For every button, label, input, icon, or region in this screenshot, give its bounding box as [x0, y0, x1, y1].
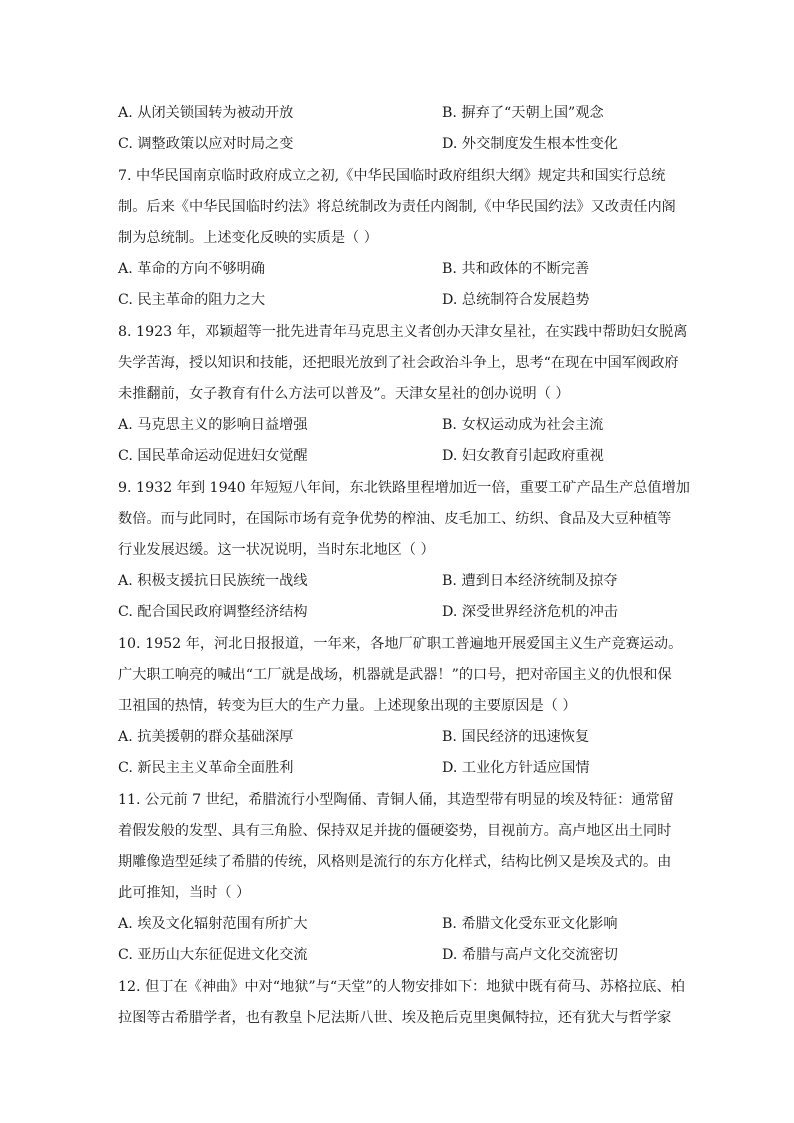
q10-option-c: C. 新民主主义革命全面胜利	[118, 760, 294, 776]
q6-option-c: C. 调整政策以应对时局之变	[118, 136, 294, 152]
q11-option-a: A. 埃及文化辐射范围有所扩大	[118, 916, 308, 932]
q7-stem-line-1: 7. 中华民国南京临时政府成立之初,《中华民国临时政府组织大纲》规定共和国实行总统	[118, 168, 666, 184]
q9-stem-line-1: 9. 1932 年到 1940 年短短八年间，东北铁路里程增加近一倍，重要工矿产品生产总值增加	[118, 480, 690, 496]
q7-option-d: D. 总统制符合发展趋势	[442, 292, 590, 308]
q8-option-d: D. 妇女教育引起政府重视	[442, 448, 604, 464]
q7-stem-line-3: 制为总统制。上述变化反映的实质是（ ）	[118, 230, 378, 246]
q10-option-d: D. 工业化方针适应国情	[442, 760, 590, 776]
q6-option-a: A. 从闭关锁国转为被动开放	[118, 105, 294, 121]
q8-option-a: A. 马克思主义的影响日益增强	[118, 417, 308, 433]
q10-stem-line-2: 广大职工响亮的喊出“工厂就是战场，机器就是武器！”的口号，把对帝国主义的仇恨和保	[118, 667, 672, 683]
q6-option-b: B. 摒弃了“天朝上国”观念	[442, 105, 604, 121]
q11-option-d: D. 希腊与高卢文化交流密切	[442, 947, 618, 963]
q12-stem-line-2: 拉图等古希腊学者，也有教皇卜尼法斯八世、埃及艳后克里奥佩特拉，还有犹大与哲学家	[118, 1010, 672, 1026]
q9-option-c: C. 配合国民政府调整经济结构	[118, 604, 308, 620]
q11-option-b: B. 希腊文化受东亚文化影响	[442, 916, 618, 932]
q11-stem-line-4: 此可推知，当时（ ）	[118, 885, 251, 901]
q9-stem-line-3: 行业发展迟缓。这一状况说明，当时东北地区（ ）	[118, 542, 435, 558]
q8-option-b: B. 女权运动成为社会主流	[442, 417, 604, 433]
q9-option-a: A. 积极支援抗日民族统一战线	[118, 573, 308, 589]
q7-option-c: C. 民主革命的阻力之大	[118, 292, 266, 308]
q7-option-a: A. 革命的方向不够明确	[118, 261, 265, 277]
q8-stem-line-3: 未推翻前，女子教育有什么方法可以普及”。天津女星社的创办说明（ ）	[118, 386, 570, 402]
q11-stem-line-1: 11. 公元前 7 世纪，希腊流行小型陶俑、青铜人俑，其造型带有明显的埃及特征：通常留	[118, 792, 674, 808]
q7-stem-line-2: 制。后来《中华民国临时约法》将总统制改为责任内阁制,《中华民国约法》又改责任内阁	[118, 199, 676, 215]
q6-option-d: D. 外交制度发生根本性变化	[442, 136, 618, 152]
q9-option-d: D. 深受世界经济危机的冲击	[442, 604, 618, 620]
q10-option-b: B. 国民经济的迅速恢复	[442, 729, 590, 745]
q11-stem-line-2: 着假发般的发型、具有三角脸、保持双足并拢的僵硬姿势，目视前方。高卢地区出土同时	[118, 823, 672, 839]
q9-stem-line-2: 数倍。而与此同时，在国际市场有竞争优势的榨油、皮毛加工、纺织、食品及大豆种植等	[118, 511, 672, 527]
q10-option-a: A. 抗美援朝的群众基础深厚	[118, 729, 294, 745]
q9-option-b: B. 遭到日本经济统制及掠夺	[442, 573, 618, 589]
q10-stem-line-1: 10. 1952 年，河北日报报道，一年来，各地厂矿职工普遍地开展爱国主义生产竞赛运动。	[118, 636, 683, 652]
q8-stem-line-1: 8. 1923 年，邓颖超等一批先进青年马克思主义者创办天津女星社，在实践中帮助妇女脱离	[118, 324, 688, 340]
q12-stem-line-1: 12. 但丁在《神曲》中对“地狱”与“天堂”的人物安排如下：地狱中既有荷马、苏格拉底、柏	[118, 979, 685, 995]
q11-option-c: C. 亚历山大东征促进文化交流	[118, 947, 308, 963]
q8-stem-line-2: 失学苦海，授以知识和技能，还把眼光放到了社会政治斗争上，思考“在现在中国军阀政府	[118, 355, 679, 371]
q11-stem-line-3: 期雕像造型延续了希腊的传统，风格则是流行的东方化样式，结构比例又是埃及式的。由	[118, 854, 672, 870]
q7-option-b: B. 共和政体的不断完善	[442, 261, 590, 277]
q10-stem-line-3: 卫祖国的热情，转变为巨大的生产力量。上述现象出现的主要原因是（ ）	[118, 698, 577, 714]
q8-option-c: C. 国民革命运动促进妇女觉醒	[118, 448, 308, 464]
